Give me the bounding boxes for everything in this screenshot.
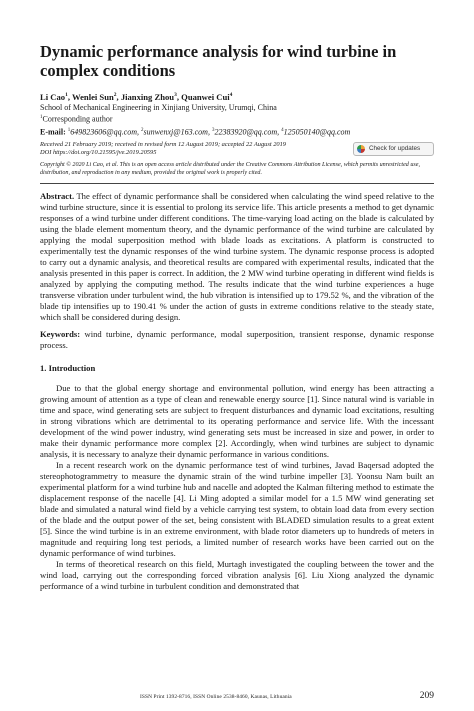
email-link[interactable]: 125050140@qq.com bbox=[283, 127, 351, 137]
doi-link[interactable]: DOI https://doi.org/10.21595/jve.2019.20595 bbox=[40, 148, 157, 156]
author-name: Quanwei Cui bbox=[181, 91, 230, 102]
author-name: Li Cao bbox=[40, 91, 66, 102]
body-paragraph: Due to that the global energy shortage and environmental pollution, wind energy has been attracting a growing amount of attention as a type of clean and renewable energy source [1]. Since natural wind is variable in time and space, wind generating sets are subject to frequent disturbances and dynamic load excitations, resulting in strong vibrations which are detrimental to its operating performance and service life. With the incessant development of the wind power industry, wind generating sets must be increased in size and power, in order to make their dynamic performance more complex [2]. Accordingly, when wind turbines are subject to dynamic analysis, it is necessary to analyze their dynamic performance in various conditions. bbox=[40, 382, 434, 459]
received-dates: Received 21 February 2019; received in revised form 12 August 2019; accepted 22 August 2019 bbox=[40, 140, 286, 148]
author-name: Jianxing Zhou bbox=[120, 91, 175, 102]
page-number: 209 bbox=[419, 691, 434, 701]
check-updates-icon bbox=[357, 145, 365, 153]
paper-title: Dynamic performance analysis for wind turbine in complex conditions bbox=[40, 42, 397, 80]
email-link[interactable]: 22383920@qq.com bbox=[214, 127, 278, 137]
email-link[interactable]: sunwenxj@163.com bbox=[143, 127, 208, 137]
abstract bbox=[40, 191, 434, 323]
check-updates-label: Check for updates bbox=[369, 145, 421, 153]
abstract-label: Abstract. bbox=[40, 190, 75, 201]
footer-issn: ISSN Print 1392-8716, ISSN Online 2538-8460, Kaunas, Lithuania bbox=[140, 694, 292, 700]
keywords-label: Keywords: bbox=[40, 328, 81, 339]
author-mark: 2 bbox=[113, 92, 117, 98]
corresponding-author-note: $^1$Corresponding author bbox=[40, 115, 113, 125]
section-heading: 1. Introduction bbox=[40, 362, 96, 373]
page-footer bbox=[40, 691, 434, 703]
abstract-text: The effect of dynamic performance shall be considered when calculating the wind speed relative to the wind turbine structure, since it is essential to prolong its service life. This article presents a method to get dynamic responses of a wind turbine under different conditions. The time-varying load acting on the blade is calculated by using the blade element momentum theory, and the dynamic performance of the wind turbine are calculated by applying the modal superposition method with blade loads as excitations. A platform is constructed to experimentally test the dynamic responses of the wind turbine system. The dynamic response process is adopted to carry out a dynamic analysis, and theoretical results are compared with experimental results, indicated that the analysis presented in this paper is correct. In addition, the 2 MW wind turbine operating in different wind fields is analyzed by applying the computing method. The results indicate that the wind turbine experiences a huge transverse vibration under turbulent wind, the hub vibration is intensified up to 179.52 %, and the vibration of the blade tip intensifies up to 190.41 % under the action of gusts in extreme conditions relative to the steady state, which shall be considered during design. bbox=[40, 190, 435, 322]
author-mark: 3 bbox=[174, 92, 177, 98]
body-paragraph: In a recent research work on the dynamic performance test of wind turbines, Javad Baqersad adopted the stereophotogrammetry to measure the dynamic strain of the wind turbine impeller [3]. Yoonsu Nam built an experimental platform for a wind turbine hub and nacelle and adopted the Kalman filtering method to estimate the displacement response of the nacelle [4]. Li Ming adopted a similar model for a 1.5 MW wind generating set blade and simulated a natural wind field by a vehicle carrying test system, to obtain load data from every section of the blade and the output power of the set, being consistent with BLADED simulation results to a great extent [5]. Since the wind turbine is in an extreme environment, with blade rotor diameters up to hundreds of meters in magnitude and requiring long test periods, a limited number of research works have been carried out on the dynamic performance of wind turbines. bbox=[40, 459, 434, 558]
email-label: E-mail: bbox=[40, 127, 66, 137]
copyright-notice: Copyright © 2020 Li Cao, et al. This is an open access article distributed under the Creative Commons Attribution License, which permits unrestricted use, distribution, and reproduction in any medium, provided the original work is properly cited. bbox=[40, 161, 420, 176]
body-paragraph: In terms of theoretical research on this field, Murtagh investigated the coupling between the tower and the wind load, carrying out the corresponding forced vibration analysis [6]. Liu Xiong analyzed the dynamic performance of a wind turbine in turbulent condition and demonstrated that bbox=[40, 558, 434, 591]
author-mark: 4 bbox=[229, 92, 233, 98]
keywords-text: wind turbine, dynamic performance, modal superposition, transient response, dynamic response process. bbox=[40, 328, 434, 350]
dates-block bbox=[40, 141, 434, 157]
affiliation: School of Mechanical Engineering in Xinjiang University, Urumqi, China bbox=[40, 102, 277, 112]
author-name: Wenlei Sun bbox=[71, 91, 114, 102]
keywords bbox=[40, 329, 434, 351]
author-mark: 1 bbox=[65, 92, 68, 98]
check-for-updates-button[interactable] bbox=[353, 142, 434, 156]
email-line: E-mail: $^1$649823606@qq.com, $^2$sunwenxj@163.com, $^3$22383920@qq.com, $^4$125050140@qq.com bbox=[40, 127, 351, 137]
author-list: Li Cao$^1$, Wenlei Sun$^2$, Jianxing Zhou$^3$, Quanwei Cui$^4$ bbox=[40, 91, 233, 102]
email-link[interactable]: 649823606@qq.com bbox=[70, 127, 137, 137]
divider bbox=[40, 183, 434, 184]
